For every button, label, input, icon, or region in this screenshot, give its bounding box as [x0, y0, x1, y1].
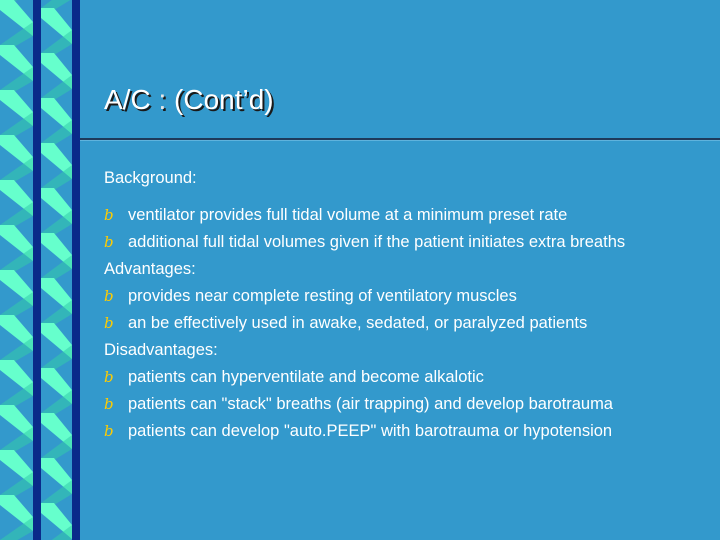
bullet-icon: b — [104, 395, 114, 413]
bullet-item — [104, 310, 714, 337]
bullet-item — [104, 229, 714, 256]
bullet-text: an be effectively used in awake, sedated, or paralyzed patients — [128, 314, 588, 332]
bullet-text: patients can hyperventilate and become alkalotic — [128, 368, 484, 386]
zigzag-shade-left — [0, 517, 33, 540]
bullet-item — [104, 283, 714, 310]
bullet-icon: b — [104, 233, 114, 251]
bullet-icon: b — [104, 206, 114, 224]
bullet-text: patients can "stack" breaths (air trapping) and develop barotrauma — [128, 395, 613, 413]
dark-stripe-left — [33, 0, 41, 540]
title-rest: (Cont’d) — [174, 84, 274, 115]
title-separator: : — [150, 84, 175, 115]
title-divider — [80, 138, 720, 140]
bullet-icon: b — [104, 287, 114, 305]
bullet-text: additional full tidal volumes given if the patient initiates extra breaths — [128, 233, 626, 251]
bullet-item — [104, 418, 714, 445]
bullet-icon: b — [104, 368, 114, 386]
bullet-item — [104, 364, 714, 391]
left-zigzag-decoration — [0, 0, 80, 540]
bullet-icon: b — [104, 422, 114, 440]
bullet-text: ventilator provides full tidal volume at a minimum preset rate — [128, 206, 568, 224]
slide-title — [104, 84, 274, 116]
bullet-item — [104, 391, 714, 418]
bullet-text: patients can develop "auto.PEEP" with barotrauma or hypotension — [128, 422, 613, 440]
bullet-icon: b — [104, 314, 114, 332]
title-main: A/C — [104, 84, 151, 115]
bullet-item — [104, 202, 714, 229]
dark-stripe-right — [72, 0, 80, 540]
section-heading: Background: — [104, 169, 197, 187]
section-heading: Advantages: — [104, 260, 196, 278]
section-heading: Disadvantages: — [104, 341, 218, 359]
bullet-text: provides near complete resting of ventilatory muscles — [128, 287, 517, 305]
slide-body — [104, 165, 714, 445]
